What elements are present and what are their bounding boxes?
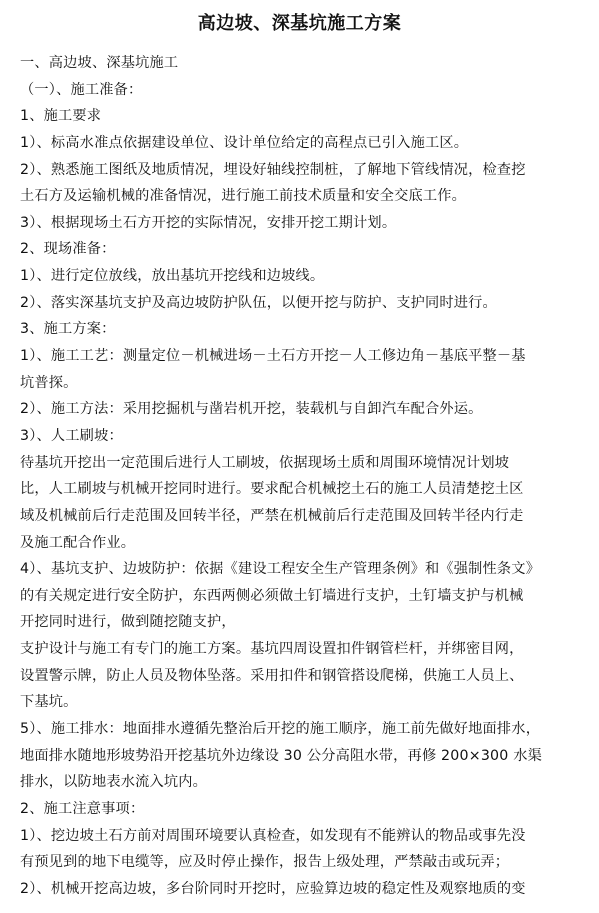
text-line: 2、施工注意事项： [20,800,145,817]
text-line: 的有关规定进行安全防护，东西两侧必须做土钉墙进行支护，土钉墙支护与机械 [20,587,524,604]
text-line: 1）、标高水准点依据建设单位、设计单位给定的高程点已引入施工区。 [20,134,469,151]
text-line: 2）、机械开挖高边坡，多台阶同时开挖时，应验算边坡的稳定性及观察地质的变 [20,880,526,897]
text-line: 域及机械前后行走范围及回转半径，严禁在机械前后行走范围及回转半径内行走 [20,507,524,524]
text-line: 1、施工要求 [20,108,102,125]
document-body [20,50,590,903]
text-line: 2、现场准备： [20,241,116,258]
text-line: 排水，以防地表水流入坑内。 [20,774,208,791]
text-line: 有预见到的地下电缆等，应及时停止操作，报告上级处理，严禁敲击或玩弄； [20,854,510,871]
text-line: 支护设计与施工有专门的施工方案。基坑四周设置扣件钢管栏杆，并绑密目网， [20,641,524,658]
text-line: 下基坑。 [20,694,78,711]
text-line: 土石方及运输机械的准备情况，进行施工前技术质量和安全交底工作。 [20,188,467,205]
text-line: 及施工配合作业。 [20,534,136,551]
text-line: 4）、基坑支护、边坡防护：依据《建设工程安全生产管理条例》和《强制性条文》 [20,561,541,578]
text-line: 设置警示牌，防止人员及物体坠落。采用扣件和钢管搭设爬梯，供施工人员上、 [20,667,524,684]
text-line: 2）、施工方法：采用挖掘机与凿岩机开挖，装载机与自卸汽车配合外运。 [20,401,483,418]
text-line: 3）、根据现场土石方开挖的实际情况，安排开挖工期计划。 [20,214,397,231]
document-title: 高边坡、深基坑施工方案 [197,13,402,34]
text-line: 比，人工刷坡与机械开挖同时进行。要求配合机械挖土石的施工人员清楚挖土区 [20,481,524,498]
text-line: 3）、人工刷坡： [20,427,123,444]
text-line: 1）、进行定位放线，放出基坑开挖线和边坡线。 [20,268,325,285]
text-line: 5）、施工排水：地面排水遵循先整治后开挖的施工顺序，施工前先做好地面排水， [20,721,541,738]
text-line: 待基坑开挖出一定范围后进行人工刷坡，依据现场土质和周围环境情况计划坡 [20,454,510,471]
text-line: 地面排水随地形坡势沿开挖基坑外边缘设 30 公分高阻水带，再修 200×300 水渠 [20,747,542,764]
text-line: 开挖同时进行，做到随挖随支护， [20,614,236,631]
text-line: 1）、施工工艺：测量定位－机械进场－土石方开挖－人工修边角－基底平整－基 [20,348,526,365]
text-line: 2）、熟悉施工图纸及地质情况，埋设好轴线控制桩，了解地下管线情况，检查挖 [20,161,526,178]
text-line: （一）、施工准备： [20,81,143,98]
text-line: 一、高边坡、深基坑施工 [20,55,179,71]
text-line: 1）、挖边坡土石方前对周围环境要认真检查，如发现有不能辨认的物品或事先没 [20,827,526,844]
text-line: 坑普探。 [20,374,78,391]
text-line: 2）、落实深基坑支护及高边坡防护队伍，以便开挖与防护、支护同时进行。 [20,294,497,311]
text-line: 3、施工方案： [20,321,116,338]
